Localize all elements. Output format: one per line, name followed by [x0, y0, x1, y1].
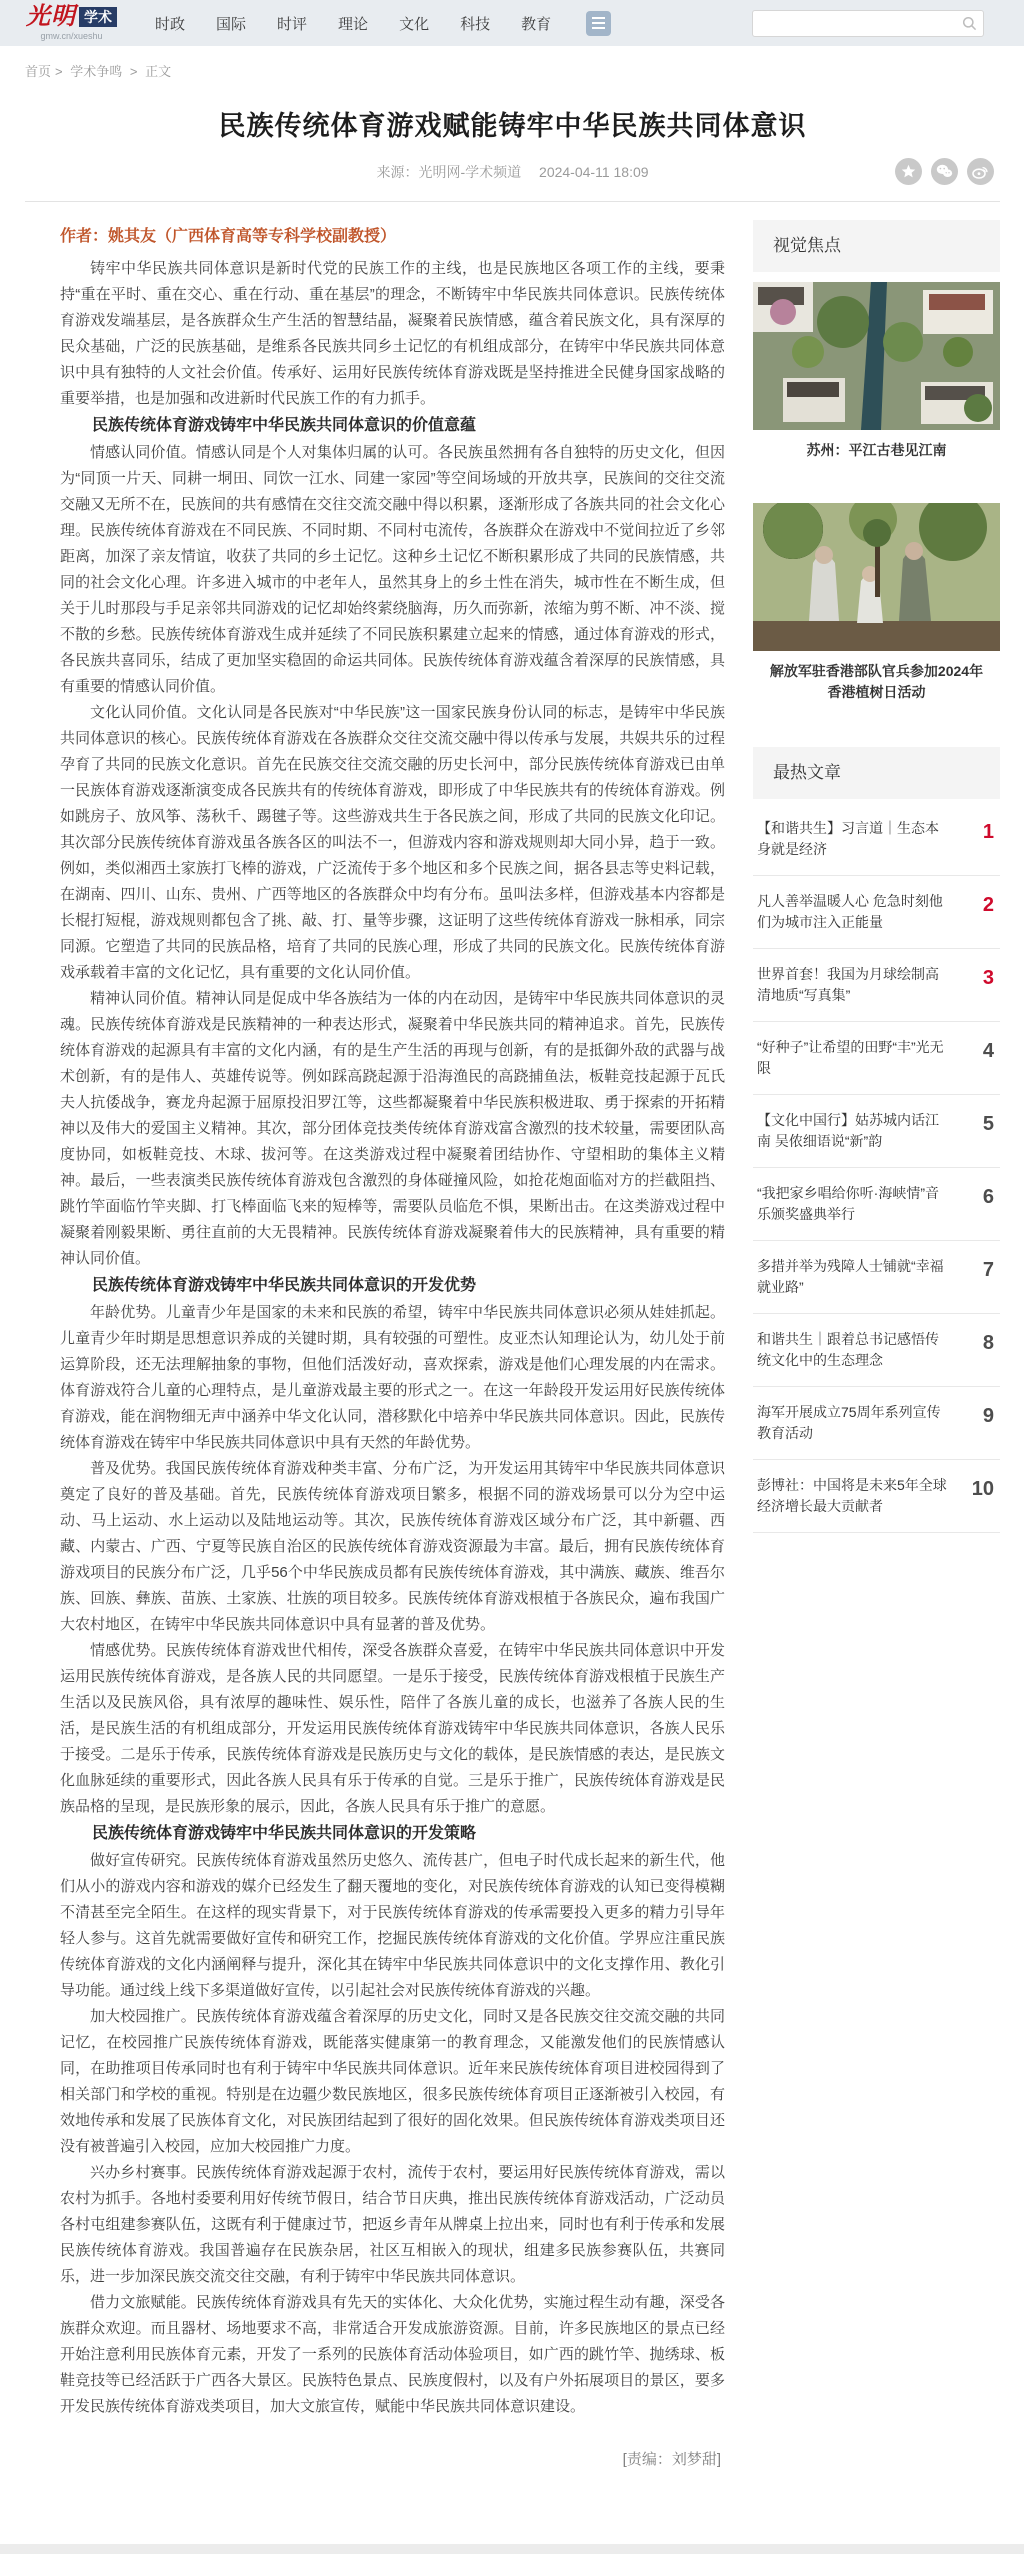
section-heading-advantages: 民族传统体育游戏铸牢中华民族共同体意识的开发优势 — [92, 1277, 477, 1294]
article-paragraph: 兴办乡村赛事。民族传统体育游戏起源于农村，流传于农村，要运用好民族传统体育游戏，需以农村为抓手。各地村委要利用好传统节假日，结合节日庆典，推出民族传统体育游戏活动，广泛动员各村屯组建参赛队伍，这既有利于健康过节，把返乡青年从牌桌上拉出来，同时也有利于传承和发展民族传统体育游戏。我国普遍存在民族杂居，社区互相嵌入的现状，组建多民族参赛队伍，共赛同乐，进一步加深民族交流交往交融，有利于铸牢中华民族共同体意识。 — [60, 2164, 725, 2285]
nav-item-shiping[interactable]: 时评 — [277, 15, 308, 33]
hot-article-item[interactable] — [753, 1168, 1000, 1241]
editor-credit: [责编：刘梦甜] — [622, 2451, 721, 2468]
article-paragraph: 精神认同价值。精神认同是促成中华各族结为一体的内在动因，是铸牢中华民族共同体意识的灵魂。民族传统体育游戏是民族精神的一种表达形式，凝聚着中华民族共同的精神追求。首先，民族传统体育游戏的起源具有丰富的文化内涵，有的是生产生活的再现与创新，有的是抵御外敌的武器与战术创新，有的是伟人、英雄传说等。例如踩高跷起源于沿海渔民的高跷捕鱼法，板鞋竞技起源于瓦氏夫人抗倭战争，赛龙舟起源于屈原投汨罗江等，这些都凝聚着中华民族积极进取、勇于探索的开拓精神以及伟大的爱国主义精神。其次，部分团体竞技类传统体育游戏富含激烈的技术较量，需要团队高度协同，如板鞋竞技、木球、拔河等。在这类游戏过程中凝聚着团结协作、守望相助的集体主义精神。最后，一些表演类民族传统体育游戏包含激烈的身体碰撞风险，如抢花炮面临对方的拦截阻挡、跳竹竿面临竹竿夹脚、打飞棒面临飞来的短棒等，需要队员临危不惧，果断出击。在这类游戏过程中凝聚着刚毅果断、勇往直前的大无畏精神。民族传统体育游戏凝聚着伟大的民族精神，具有重要的精神认同价值。 — [60, 990, 725, 1267]
logo-url-text: gmw.cn/xueshu — [40, 31, 103, 41]
logo-guangming-text: 光明 — [26, 4, 76, 30]
hot-article-item[interactable] — [753, 1460, 1000, 1533]
photo-tree-planting[interactable] — [753, 503, 1000, 651]
logo-row — [26, 5, 117, 29]
photo-suzhou-pingjiang[interactable] — [753, 282, 1000, 430]
hot-article-rank: 1 — [982, 821, 994, 843]
nav-item-guoji[interactable]: 国际 — [216, 15, 247, 33]
wechat-share-icon[interactable] — [931, 158, 958, 185]
search-box — [752, 10, 984, 37]
hot-article-title[interactable]: 多措并举为残障人士铺就“幸福就业路” — [757, 1258, 944, 1295]
section-heading-strategies: 民族传统体育游戏铸牢中华民族共同体意识的开发策略 — [92, 1825, 477, 1842]
nav-item-lilun[interactable]: 理论 — [338, 15, 369, 33]
article-paragraph: 普及优势。我国民族传统体育游戏种类丰富、分布广泛，为开发运用其铸牢中华民族共同体意识奠定了良好的普及基础。首先，民族传统体育游戏项目繁多，根据不同的游戏场景可以分为空中运动、马上运动、水上运动以及陆地运动等。其次，民族传统体育游戏区域分布广泛，其中新疆、西藏、内蒙古、广西、宁夏等民族自治区的民族传统体育游戏资源最为丰富。最后，拥有民族传统体育游戏项目的民族分布广泛，几乎56个中华民族成员都有民族传统体育游戏，其中满族、藏族、维吾尔族、回族、彝族、苗族、土家族、壮族的项目较多。民族传统体育游戏根植于各族民众，遍布我国广大农村地区，在铸牢中华民族共同体意识中具有显著的普及优势。 — [60, 1460, 725, 1633]
article-paragraph: 情感优势。民族传统体育游戏世代相传，深受各族群众喜爱，在铸牢中华民族共同体意识中开发运用民族传统体育游戏，是各族人民的共同愿望。一是乐于接受，民族传统体育游戏根植于民族生产生活以及民族风俗，具有浓厚的趣味性、娱乐性，陪伴了各族儿童的成长，也滋养了各族人民的生活，是民族生活的有机组成部分，开发运用民族传统体育游戏铸牢中华民族共同体意识，各族人民乐于接受。二是乐于传承，民族传统体育游戏是民族历史与文化的载体，是民族情感的表达，是民族文化血脉延续的重要形式，因此各族人民具有乐于传承的自觉。三是乐于推广，民族传统体育游戏是民族品格的呈现，是民族形象的展示，因此，各族人民具有乐于推广的意愿。 — [60, 1642, 725, 1815]
share-toolbar — [895, 158, 994, 185]
hot-article-title[interactable]: 【和谐共生】习言道｜生态本身就是经济 — [757, 820, 939, 857]
article-body — [25, 220, 725, 2469]
hot-article-title[interactable]: “我把家乡唱给你听·海峡情”音乐颁奖盛典举行 — [757, 1185, 939, 1222]
article-paragraph: 加大校园推广。民族传统体育游戏蕴含着深厚的历史文化，同时又是各民族交往交流交融的共同记忆，在校园推广民族传统体育游戏，既能落实健康第一的教育理念，又能激发他们的民族情感认同，在助推项目传承同时也有利于铸牢中华民族共同体意识。近年来民族传统体育项目进校园得到了相关部门和学校的重视。特别是在边疆少数民族地区，很多民族传统体育项目正逐渐被引入校园，有效地传承和发展了民族体育文化，对民族团结起到了很好的固化效果。但民族传统体育游戏类项目还没有被普遍引入校园，应加大校园推广力度。 — [60, 2008, 725, 2155]
hot-article-rank: 2 — [982, 894, 994, 916]
author-line: 作者：姚其友（广西体育高等专科学校副教授） — [60, 228, 397, 245]
hot-article-item[interactable] — [753, 1241, 1000, 1314]
hot-article-title[interactable]: “好种子”让希望的田野“丰”光无限 — [757, 1039, 944, 1076]
search-input[interactable] — [752, 10, 984, 37]
nav-item-keji[interactable]: 科技 — [460, 15, 491, 33]
logo-xueshu-badge: 学术 — [79, 7, 117, 27]
main-nav — [155, 13, 582, 34]
hot-article-item[interactable] — [753, 1022, 1000, 1095]
hot-article-title[interactable]: 海军开展成立75周年系列宣传教育活动 — [757, 1404, 941, 1441]
article-paragraph: 文化认同价值。文化认同是各民族对“中华民族”这一国家民族身份认同的标志，是铸牢中华民族共同体意识的核心。民族传统体育游戏在各族群众交往交流交融中得以传承与发展，共娱共乐的过程孕育了共同的民族文化意识。首先在民族交往交流交融的历史长河中，部分民族传统体育游戏已由单一民族体育游戏逐渐演变成各民族共有的传统体育游戏，即形成了中华民族共有的传统体育游戏。例如跳房子、放风筝、荡秋千、踢毽子等。这些游戏共生于各民族之间，形成了共同的民族文化印记。其次部分民族传统体育游戏虽各族各区的叫法不一，但游戏内容和游戏规则却大同小异，趋于一致。例如，类似湘西土家族打飞棒的游戏，广泛流传于多个地区和多个民族之间，据各县志等史料记载，在湖南、四川、山东、贵州、广西等地区的各族群众中均有分布。虽叫法多样，但游戏基本内容都是长棍打短棍，游戏规则都包含了挑、敲、打、量等步骤，这证明了这些传统体育游戏一脉相承，同宗同源。它塑造了共同的民族品格，培育了共同的民族心理，形成了共同的民族文化。民族传统体育游戏承载着丰富的文化记忆，具有重要的文化认同价值。 — [60, 704, 725, 981]
article-paragraph: 年龄优势。儿童青少年是国家的未来和民族的希望，铸牢中华民族共同体意识必须从娃娃抓起。儿童青少年时期是思想意识养成的关键时期，具有较强的可塑性。皮亚杰认知理论认为，幼儿处于前运算阶段，还无法理解抽象的事物，但他们活泼好动，喜欢探索，游戏是他们心理发展的内在需求。体育游戏符合儿童的心理特点，是儿童游戏最主要的形式之一。在这一年龄段开发运用好民族传统体育游戏，能在润物细无声中涵养中华文化认同，潜移默化中培养中华民族共同体意识。因此，民族传统体育游戏在铸牢中华民族共同体意识中具有天然的年龄优势。 — [60, 1304, 725, 1451]
hot-article-item[interactable] — [753, 876, 1000, 949]
visual-focus-header: 视觉焦点 — [753, 220, 1000, 272]
hot-article-item[interactable] — [753, 1387, 1000, 1460]
photo-caption[interactable]: 解放军驻香港部队官兵参加2024年香港植树日活动 — [769, 663, 984, 700]
content-container — [25, 61, 1000, 2469]
article-source: 来源：光明网-学术频道 — [376, 164, 522, 180]
section-heading-values: 民族传统体育游戏铸牢中华民族共同体意识的价值意蕴 — [92, 417, 477, 434]
footer-strip — [0, 2544, 1024, 2554]
article-paragraph: 做好宣传研究。民族传统体育游戏虽然历史悠久、流传甚广，但电子时代成长起来的新生代，他们从小的游戏内容和游戏的媒介已经发生了翻天覆地的变化，对民族传统体育游戏的认知已变得模糊不清甚至完全陌生。在这样的现实背景下，对于民族传统体育游戏的传承需要投入更多的精力引导年轻人参与。这首先就需要做好宣传和研究工作，挖掘民族传统体育游戏的文化价值。学界应注重民族传统体育游戏的文化内涵阐释与提升，深化其在铸牢中华民族共同体意识中的文化支撑作用、教化引导功能。通过线上线下多渠道做好宣传，以引起社会对民族传统体育游戏的兴趣。 — [60, 1852, 725, 1999]
hot-articles-header: 最热文章 — [753, 747, 1000, 799]
hot-article-title[interactable]: 世界首套！我国为月球绘制高清地质“写真集” — [757, 966, 939, 1003]
hot-article-item[interactable] — [753, 949, 1000, 1022]
page-title: 民族传统体育游戏赋能铸牢中华民族共同体意识 — [218, 111, 807, 141]
article-paragraph: 借力文旅赋能。民族传统体育游戏具有先天的实体化、大众化优势，实施过程生动有趣，深受各族群众欢迎。而且器材、场地要求不高，非常适合开发成旅游资源。目前，许多民族地区的景点已经开始注意利用民族体育元素，开发了一系列的民族体育活动体验项目，如广西的跳竹竿、抛绣球、板鞋竞技等已经活跃于广西各大景区。民族特色景点、民族度假村，以及有户外拓展项目的景区，要多开发民族传统体育游戏类项目，加大文旅宣传，赋能中华民族共同体意识建设。 — [60, 2294, 725, 2415]
site-logo[interactable] — [26, 5, 117, 41]
hot-article-title[interactable]: 和谐共生｜跟着总书记感悟传统文化中的生态理念 — [757, 1331, 939, 1368]
hot-articles-list — [753, 803, 1000, 1533]
breadcrumb-separator: > — [55, 64, 63, 79]
hot-article-title[interactable]: 彭博社：中国将是未来5年全球经济增长最大贡献者 — [757, 1477, 947, 1514]
sidebar — [753, 220, 1000, 1533]
hot-article-rank: 7 — [982, 1259, 994, 1281]
hot-article-rank: 6 — [982, 1186, 994, 1208]
hot-article-rank: 5 — [982, 1113, 994, 1135]
hot-article-rank: 8 — [982, 1332, 994, 1354]
article-paragraph: 铸牢中华民族共同体意识是新时代党的民族工作的主线，也是民族地区各项工作的主线，要秉持“重在平时、重在交心、重在行动、重在基层”的理念，不断铸牢中华民族共同体意识。民族传统体育游戏发端基层，是各族群众生产生活的智慧结晶，凝聚着民族情感，蕴含着民族文化，具有深厚的民众基础，广泛的民族基础，是维系各民族共同乡土记忆的有机组成部分，在铸牢中华民族共同体意识中具有独特的人文社会价值。传承好、运用好民族传统体育游戏既是坚持推进全民健身国家战略的重要举措，也是加强和改进新时代民族工作的有力抓手。 — [60, 260, 725, 407]
hot-article-rank: 10 — [971, 1478, 994, 1500]
breadcrumb-separator: > — [129, 64, 138, 79]
menu-icon[interactable] — [586, 11, 611, 36]
hot-article-rank: 4 — [982, 1040, 994, 1062]
hot-article-item[interactable] — [753, 803, 1000, 876]
article-datetime: 2024-04-11 18:09 — [539, 164, 649, 180]
title-divider — [25, 201, 1000, 202]
article-meta — [25, 155, 1000, 189]
article-paragraph: 情感认同价值。情感认同是个人对集体归属的认可。各民族虽然拥有各自独特的历史文化，但因为“同顶一片天、同耕一垌田、同饮一江水、同建一家园”等空间场域的开放共享，民族间的交往交流交融又无所不在，民族间的共有感情在交往交流交融中得以积累，逐渐形成了各族共同的社会文化心理。民族传统体育游戏在不同民族、不同时期、不同村屯流传，各族群众在游戏中不觉间拉近了乡邻距离，加深了亲友情谊，收获了共同的乡土记忆。这种乡土记忆不断积累形成了共同的民族情感，共同的社会文化心理。许多进入城市的中老年人，虽然其身上的乡土性在消失，城市性在不断生成，但关于儿时那段与手足亲邻共同游戏的记忆却始终萦绕脑海，历久而弥新，浓缩为剪不断、冲不淡、搅不散的乡愁。民族传统体育游戏生成并延续了不同民族积累建立起来的情感，通过体育游戏的形式，各民族共喜同乐，结成了更加坚实稳固的命运共同体。民族传统体育游戏蕴含着深厚的民族情感，具有重要的情感认同价值。 — [60, 444, 725, 695]
nav-item-jiaoyu[interactable]: 教育 — [521, 15, 552, 33]
hot-article-item[interactable] — [753, 1314, 1000, 1387]
breadcrumb-section[interactable]: 学术争鸣 — [70, 64, 123, 79]
hot-article-title[interactable]: 凡人善举温暖人心 危急时刻他们为城市注入正能量 — [757, 893, 943, 930]
breadcrumb-current: 正文 — [145, 64, 172, 79]
photo-caption[interactable]: 苏州：平江古巷见江南 — [806, 442, 947, 458]
hot-article-rank: 9 — [982, 1405, 994, 1427]
breadcrumb-home[interactable]: 首页 — [25, 64, 52, 79]
hot-article-item[interactable] — [753, 1095, 1000, 1168]
nav-item-shizheng[interactable]: 时政 — [155, 15, 186, 33]
weibo-share-icon[interactable] — [967, 158, 994, 185]
breadcrumb — [25, 61, 1000, 80]
top-header — [0, 0, 1024, 46]
search-icon[interactable] — [962, 16, 977, 31]
hot-article-title[interactable]: 【文化中国行】姑苏城内话江南 吴侬细语说“新”韵 — [757, 1112, 939, 1149]
hot-article-rank: 3 — [982, 967, 994, 989]
nav-item-wenhua[interactable]: 文化 — [399, 15, 430, 33]
favorite-star-icon[interactable] — [895, 158, 922, 185]
